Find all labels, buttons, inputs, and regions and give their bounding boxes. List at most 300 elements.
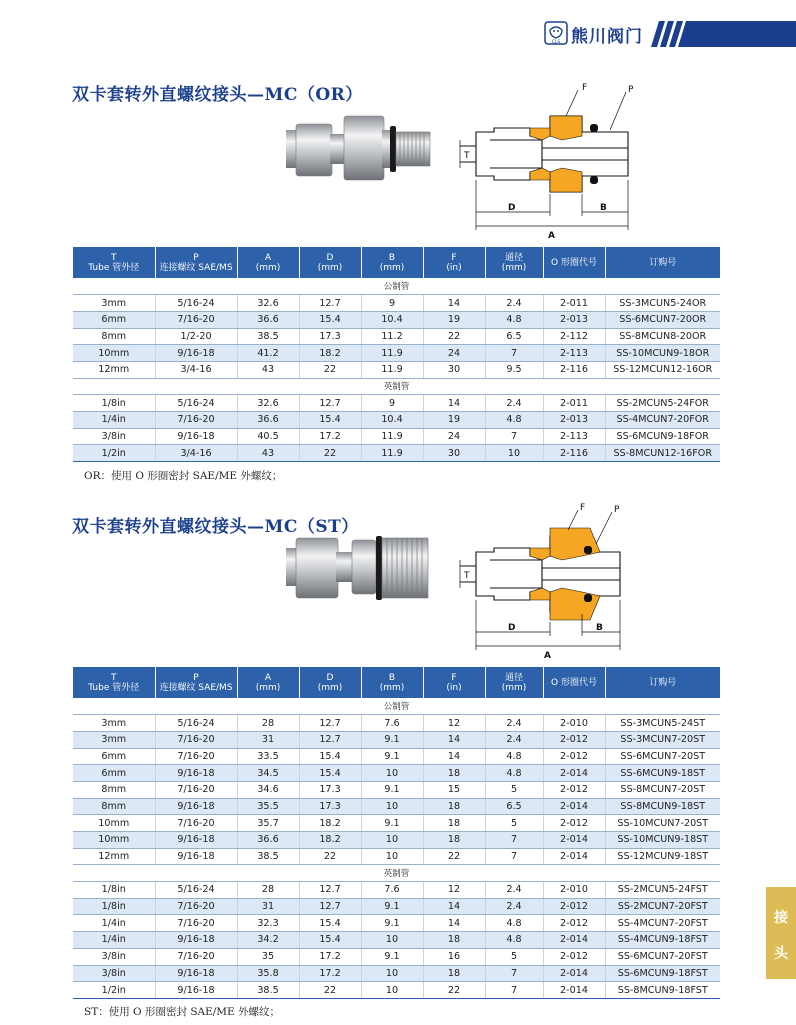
table-cell: 9/16-18 [155,965,237,982]
column-header [155,667,237,698]
column-header-label: B [388,672,396,683]
column-header-unit: Tube 管外径 [88,262,140,273]
table-cell: SS-8MCUN9-18FST [605,982,720,999]
table-cell: 3/4-16 [155,361,237,378]
table-cell: 11.9 [361,428,423,445]
table-cell: 38.5 [237,328,299,345]
table-cell: 5/16-24 [155,882,237,899]
table-cell: 7/16-20 [155,948,237,965]
table-cell: SS-6MCUN9-18FST [605,965,720,982]
table-cell: 2.4 [485,295,543,312]
header-row [73,667,720,698]
column-header [155,247,237,278]
table-cell: 12 [423,882,485,899]
table-row [73,982,720,999]
section-1-title: 双卡套转外直螺纹接头—MC（OR） [72,85,363,105]
table-cell: 6mm [73,748,155,765]
column-header-label: D [326,252,334,263]
table-cell: 11.2 [361,328,423,345]
table-cell: 2.4 [485,715,543,732]
table-cell: 2.4 [485,731,543,748]
table-cell: 16 [423,948,485,965]
table-cell: 9.5 [485,361,543,378]
table-cell: 4.8 [485,311,543,328]
table-row [73,965,720,982]
table-cell: 2-011 [543,395,605,412]
table-cell: 34.5 [237,765,299,782]
table-cell: 18 [423,815,485,832]
column-header [237,667,299,698]
table-cell: 9/16-18 [155,982,237,999]
table-cell: SS-10MCUN7-20ST [605,815,720,832]
column-header-label: 通径 [504,252,523,263]
table-cell: 38.5 [237,848,299,865]
table-cell: SS-6MCUN7-20ST [605,748,720,765]
dimension-drawing-or [450,80,650,240]
table-cell: 7.6 [361,715,423,732]
table-cell: SS-8MCUN8-20OR [605,328,720,345]
table-cell: 12.7 [299,882,361,899]
table-cell: 36.6 [237,832,299,849]
table-cell: 4.8 [485,748,543,765]
table-cell: 2-014 [543,982,605,999]
table-cell: 22 [299,848,361,865]
column-header-label: F [451,672,457,683]
table-row [73,898,720,915]
table-cell: 22 [299,445,361,462]
table-cell: SS-6MCUN7-20FST [605,948,720,965]
column-header-label: O 形圈代号 [551,257,597,268]
table-cell: 9.1 [361,815,423,832]
column-header-unit: (mm) [379,262,405,273]
table-cell: 2.4 [485,882,543,899]
table-row [73,361,720,378]
table-cell: SS-2MCUN5-24FST [605,882,720,899]
group-row [73,278,720,295]
column-header-label: O 形圈代号 [551,677,597,688]
table-cell: 9.1 [361,781,423,798]
table-cell: 5 [485,815,543,832]
table-cell: 9/16-18 [155,765,237,782]
table-cell: SS-8MCUN7-20ST [605,781,720,798]
column-header-label: 订购号 [649,677,677,688]
table-cell: 10 [361,932,423,949]
table-cell: SS-3MCUN5-24OR [605,295,720,312]
table-cell: 18 [423,832,485,849]
label-t: T [464,151,470,161]
table-cell: 8mm [73,781,155,798]
table-cell: 12mm [73,848,155,865]
table-cell: 9/16-18 [155,798,237,815]
table-cell: 15.4 [299,932,361,949]
table-row [73,798,720,815]
table-cell: 4.8 [485,412,543,429]
table-cell: 31 [237,898,299,915]
column-header-label: P [193,252,199,263]
column-header-unit: (mm) [317,682,343,693]
table-cell: 10 [361,848,423,865]
table-cell: 9/16-18 [155,345,237,362]
table-cell: 7/16-20 [155,311,237,328]
table-row [73,412,720,429]
column-header [73,667,155,698]
table-cell: 3mm [73,731,155,748]
table-cell: 15.4 [299,765,361,782]
table-cell: 18.2 [299,815,361,832]
table-cell: 15.4 [299,748,361,765]
table-cell: 18.2 [299,832,361,849]
table-cell: SS-4MCUN7-20FST [605,915,720,932]
table-row [73,311,720,328]
table-cell: 36.6 [237,311,299,328]
table-cell: 2-014 [543,965,605,982]
table-cell: 2-013 [543,311,605,328]
table-cell: 2-116 [543,361,605,378]
table-cell: 5/16-24 [155,715,237,732]
table-cell: 14 [423,731,485,748]
group-row [73,698,720,715]
table-cell: 9/16-18 [155,428,237,445]
table-cell: 34.2 [237,932,299,949]
table-cell: 1/8in [73,898,155,915]
table-cell: 9.1 [361,731,423,748]
table-cell: 35.8 [237,965,299,982]
column-header [237,247,299,278]
table-cell: 1/8in [73,395,155,412]
table-cell: SS-10MCUN9-18OR [605,345,720,362]
table-cell: 7 [485,982,543,999]
table-cell: 12mm [73,361,155,378]
table-cell: 14 [423,295,485,312]
label-d: D [508,203,516,213]
table-cell: 10.4 [361,311,423,328]
label-p: P [628,85,634,95]
side-tab-char-1: 接 [774,910,788,926]
table-cell: 15.4 [299,915,361,932]
table-cell: 2-012 [543,915,605,932]
table-cell: 2-012 [543,781,605,798]
table-cell: 12.7 [299,295,361,312]
table-cell: 12.7 [299,731,361,748]
table-cell: 22 [423,328,485,345]
table-cell: 19 [423,311,485,328]
table-row [73,731,720,748]
table-cell: 6mm [73,765,155,782]
table-cell: 3mm [73,295,155,312]
table-cell: 4.8 [485,915,543,932]
column-header-label: 通径 [504,672,523,683]
column-header-label: B [388,252,396,263]
table-cell: 33.5 [237,748,299,765]
table-cell: 2-012 [543,748,605,765]
brand-logo-icon [544,21,568,45]
table-cell: 9/16-18 [155,932,237,949]
table-cell: 7/16-20 [155,815,237,832]
table-cell: 17.2 [299,948,361,965]
table-cell: 38.5 [237,982,299,999]
table-cell: 10mm [73,832,155,849]
table-row [73,345,720,362]
table-cell: 4.8 [485,765,543,782]
column-header [361,247,423,278]
table-cell: 11.9 [361,445,423,462]
table-cell: 34.6 [237,781,299,798]
column-header [299,667,361,698]
table-cell: 32.6 [237,395,299,412]
table-cell: SS-3MCUN5-24ST [605,715,720,732]
label-p: P [614,505,620,515]
table-cell: 5/16-24 [155,295,237,312]
table-cell: 5 [485,781,543,798]
table-cell: 32.3 [237,915,299,932]
table-cell: 10mm [73,815,155,832]
table-cell: 14 [423,898,485,915]
table-cell: 2.4 [485,898,543,915]
table-cell: 22 [423,982,485,999]
label-b: B [600,203,607,213]
table-cell: 35.5 [237,798,299,815]
table-cell: 10 [361,965,423,982]
table-row [73,832,720,849]
table-cell: 10 [361,982,423,999]
table-cell: 35 [237,948,299,965]
table-cell: 2-012 [543,948,605,965]
table-cell: SS-6MCUN9-18ST [605,765,720,782]
table-cell: 6mm [73,311,155,328]
table-cell: 2-010 [543,715,605,732]
table-cell: SS-6MCUN9-18FOR [605,428,720,445]
table-cell: 7 [485,832,543,849]
column-header [73,247,155,278]
table-cell: SS-8MCUN9-18ST [605,798,720,815]
table-cell: 36.6 [237,412,299,429]
table-cell: 1/4in [73,412,155,429]
column-header-label: D [326,672,334,683]
table-cell: 7 [485,345,543,362]
table-cell: SS-10MCUN9-18ST [605,832,720,849]
table-cell: 7/16-20 [155,748,237,765]
brand-header [446,18,796,50]
label-t: T [464,571,470,581]
table-cell: 18 [423,798,485,815]
column-header [543,247,605,278]
group-row [73,865,720,882]
table-cell: 10mm [73,345,155,362]
table-cell: 2-113 [543,428,605,445]
table-cell: 22 [423,848,485,865]
table-cell: 43 [237,445,299,462]
table-cell: 9 [361,295,423,312]
table-cell: SS-3MCUN7-20ST [605,731,720,748]
table-cell: 22 [299,982,361,999]
brand-name: 熊川阀门 [571,27,643,47]
table-cell: 2-012 [543,815,605,832]
table-cell: 17.3 [299,781,361,798]
table-cell: 8mm [73,328,155,345]
table-cell: 7/16-20 [155,898,237,915]
table-cell: 18.2 [299,345,361,362]
column-header-label: 订购号 [649,257,677,268]
table-cell: 2-014 [543,798,605,815]
section-2-title: 双卡套转外直螺纹接头—MC（ST） [72,517,359,537]
header-row [73,247,720,278]
column-header-unit: (mm) [501,682,527,693]
side-category-tab [766,887,796,979]
table-cell: 17.2 [299,965,361,982]
table-row [73,932,720,949]
table-cell: SS-8MCUN12-16FOR [605,445,720,462]
table-row [73,848,720,865]
table-cell: 10 [361,832,423,849]
table-cell: 15.4 [299,412,361,429]
table-cell: 11.9 [361,361,423,378]
table-cell: 9.1 [361,948,423,965]
table-cell: 2.4 [485,395,543,412]
table-cell: SS-4MCUN7-20FOR [605,412,720,429]
table-cell: 15 [423,781,485,798]
column-header-label: T [111,252,117,263]
table-cell: 2-011 [543,295,605,312]
table-cell: 3/8in [73,948,155,965]
table-cell: 10 [361,798,423,815]
column-header [485,667,543,698]
table-cell: 2-014 [543,848,605,865]
table-cell: 40.5 [237,428,299,445]
table-cell: 17.3 [299,328,361,345]
table-cell: 9.1 [361,898,423,915]
group-row [73,378,720,395]
table-cell: 41.2 [237,345,299,362]
table-cell: 2-116 [543,445,605,462]
table-row [73,295,720,312]
spec-table-st [73,667,720,999]
group-label: 英制管 [73,865,720,882]
table-cell: 17.3 [299,798,361,815]
table-cell: 5/16-24 [155,395,237,412]
table-cell: 6.5 [485,798,543,815]
note-or: OR：使用 O 形圈密封 SAE/ME 外螺纹； [84,470,283,482]
column-header-label: P [193,672,199,683]
group-label: 英制管 [73,378,720,395]
table-cell: 1/4in [73,915,155,932]
table-cell: 24 [423,345,485,362]
table-cell: 10.4 [361,412,423,429]
table-cell: 18 [423,965,485,982]
table-cell: 9/16-18 [155,848,237,865]
table-cell: 2-014 [543,832,605,849]
column-header-label: T [111,672,117,683]
table-cell: 35.7 [237,815,299,832]
column-header [361,667,423,698]
table-cell: 2-113 [543,345,605,362]
table-cell: 8mm [73,798,155,815]
table-cell: 30 [423,361,485,378]
column-header [423,667,485,698]
table-cell: 3mm [73,715,155,732]
table-cell: 1/2-20 [155,328,237,345]
table-cell: 2-112 [543,328,605,345]
table-row [73,395,720,412]
table-cell: 22 [299,361,361,378]
spec-table-or [73,247,720,462]
table-cell: 5 [485,948,543,965]
fitting-photo-or [284,110,434,186]
table-cell: 9 [361,395,423,412]
table-cell: 7/16-20 [155,412,237,429]
column-header-unit: (mm) [255,262,281,273]
table-cell: 43 [237,361,299,378]
brand-stripe-bar [651,21,796,47]
table-cell: 18 [423,932,485,949]
dimension-drawing-st [450,500,650,660]
table-row [73,715,720,732]
table-cell: 9.1 [361,748,423,765]
column-header-unit: Tube 管外径 [88,682,140,693]
table-cell: 3/8in [73,965,155,982]
label-a: A [548,231,555,240]
table-row [73,948,720,965]
table-cell: 7.6 [361,882,423,899]
table-cell: SS-12MCUN9-18ST [605,848,720,865]
table-cell: 1/2in [73,982,155,999]
table-cell: 6.5 [485,328,543,345]
column-header-label: F [451,252,457,263]
table-cell: 2-014 [543,932,605,949]
table-cell: 10 [361,765,423,782]
table-cell: 7/16-20 [155,731,237,748]
column-header [605,667,720,698]
table-cell: SS-2MCUN5-24FOR [605,395,720,412]
table-cell: SS-2MCUN7-20FST [605,898,720,915]
table-row [73,748,720,765]
table-cell: 2-014 [543,765,605,782]
table-cell: 12 [423,715,485,732]
column-header-unit: 连接螺纹 SAE/MS [159,682,233,693]
table-cell: 14 [423,748,485,765]
table-cell: 24 [423,428,485,445]
table-cell: 1/2in [73,445,155,462]
table-cell: 31 [237,731,299,748]
table-cell: 18 [423,765,485,782]
table-cell: 28 [237,882,299,899]
table-row [73,428,720,445]
note-st: ST：使用 O 形圈密封 SAE/ME 外螺纹； [84,1006,281,1018]
table-row [73,328,720,345]
table-row [73,815,720,832]
column-header-unit: 连接螺纹 SAE/MS [159,262,233,273]
column-header-unit: (mm) [317,262,343,273]
table-cell: 7/16-20 [155,915,237,932]
table-cell: 4.8 [485,932,543,949]
table-cell: 14 [423,915,485,932]
table-cell: 32.6 [237,295,299,312]
table-cell: 19 [423,412,485,429]
column-header [299,247,361,278]
label-f: F [580,503,586,513]
table-row [73,915,720,932]
table-cell: 7 [485,428,543,445]
table-cell: 17.2 [299,428,361,445]
table-cell: SS-6MCUN7-20OR [605,311,720,328]
column-header-unit: (in) [446,262,462,273]
table-cell: 10 [485,445,543,462]
table-cell: 7/16-20 [155,781,237,798]
table-cell: 3/8in [73,428,155,445]
table-cell: 7 [485,848,543,865]
table-cell: 12.7 [299,715,361,732]
table-cell: 2-010 [543,882,605,899]
column-header [423,247,485,278]
